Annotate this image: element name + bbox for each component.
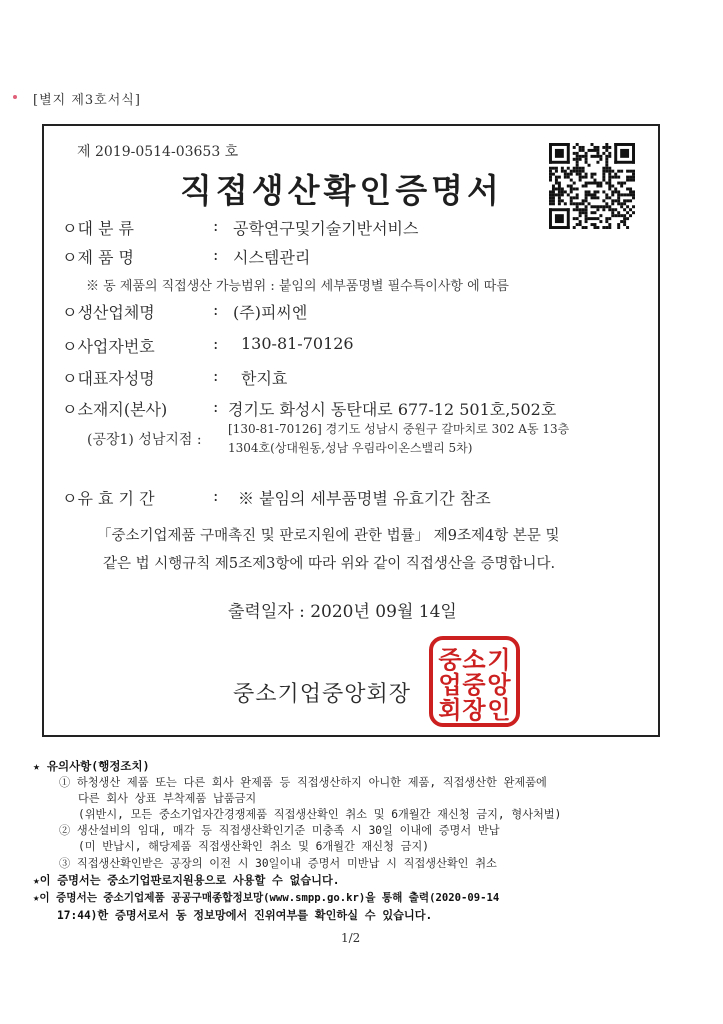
- field-sep: :: [213, 486, 219, 505]
- notice-bold: ★이 증명서는 중소기업판로지원용으로 사용할 수 없습니다.: [33, 874, 340, 887]
- form-tag: [별지 제3호서식]: [33, 93, 141, 108]
- svg-text:장: 장: [462, 696, 486, 724]
- notice-bold: ★이 증명서는 중소기업제품 공공구매종합정보망(www.smpp.go.kr)을 통해 출력(2020-09-14: [33, 892, 500, 904]
- note-item: ① 하청생산 제품 또는 다른 회사 완제품 등 직접생산하지 아니한 제품, 직접생산한 완제품에: [59, 776, 547, 789]
- svg-text:중: 중: [438, 646, 462, 674]
- field-value-validity: ※ 붙임의 세부품명별 유효기간 참조: [238, 489, 491, 508]
- field-value-address: 경기도 화성시 동탄대로 677-12 501호,502호: [228, 400, 557, 419]
- field-value-representative: 한지효: [241, 369, 288, 388]
- field-value-business-number: 130-81-70126: [241, 334, 354, 353]
- factory-address-line1: [130-81-70126] 경기도 성남시 중원구 갈마치로 302 A동 13층: [228, 422, 570, 436]
- field-sep: :: [213, 300, 219, 319]
- field-value-product: 시스템관리: [233, 248, 311, 267]
- field-sep: :: [213, 216, 219, 235]
- svg-text:인: 인: [487, 696, 511, 724]
- svg-text:회: 회: [438, 696, 462, 724]
- note-item: (위반시, 모든 중소기업자간경쟁제품 직접생산확인 취소 및 6개월간 재신청 금지, 형사처벌): [78, 808, 562, 821]
- svg-text:기: 기: [487, 646, 511, 674]
- svg-text:중: 중: [462, 671, 486, 699]
- field-label-validity: ㅇ유 효 기 간: [62, 489, 155, 508]
- issuer-name: 중소기업중앙회장: [233, 682, 412, 707]
- field-sep: :: [213, 366, 219, 385]
- mark-dot: [13, 95, 17, 99]
- page-number: 1/2: [341, 931, 361, 945]
- notice-bold: 17:44)한 증명서로서 동 정보망에서 진위여부를 확인하실 수 있습니다.: [57, 909, 433, 922]
- note-item: ② 생산설비의 임대, 매각 등 직접생산확인기준 미충족 시 30일 이내에 증명서 반납: [59, 824, 500, 837]
- field-label-category: ㅇ대 분 류: [62, 219, 134, 238]
- field-label-representative: ㅇ대표자성명: [62, 369, 155, 388]
- note-item: 다른 회사 상표 부착제품 납품금지: [78, 792, 257, 805]
- svg-text:소: 소: [462, 646, 486, 674]
- note-item: ③ 직접생산확인받은 공장의 이전 시 30일이내 증명서 미반납 시 직접생산확인 취소: [59, 857, 497, 870]
- issue-date: 출력일자 : 2020년 09월 14일: [228, 602, 457, 622]
- legal-text-line1: 「중소기업제품 구매촉진 및 판로지원에 관한 법률」 제9조제4항 본문 및: [97, 528, 560, 544]
- svg-text:앙: 앙: [487, 671, 511, 699]
- field-sep: :: [213, 397, 219, 416]
- svg-text:업: 업: [438, 671, 462, 699]
- field-label-business-number: ㅇ사업자번호: [62, 337, 155, 356]
- scope-note: ※ 동 제품의 직접생산 가능범위 : 붙임의 세부품명별 필수특이사항 에 따름: [86, 279, 509, 294]
- field-label-address: ㅇ소재지(본사): [62, 400, 168, 419]
- document-title: 직접생산확인증명서: [180, 171, 503, 210]
- factory-label: (공장1) 성남지점 :: [87, 432, 202, 448]
- certificate-number: 제 2019-0514-03653 호: [77, 144, 239, 160]
- official-seal-stamp: [428, 635, 521, 728]
- factory-address-line2: 1304호(상대원동,성남 우림라이온스밸리 5차): [228, 441, 473, 455]
- field-sep: :: [213, 334, 219, 353]
- legal-text-line2: 같은 법 시행규칙 제5조제3항에 따라 위와 같이 직접생산을 증명합니다.: [103, 556, 556, 572]
- notes-header: ★ 유의사항(행정조치): [33, 759, 150, 773]
- field-value-company: (주)피씨엔: [233, 303, 308, 322]
- field-value-category: 공학연구및기술기반서비스: [233, 219, 419, 238]
- qr-code: [549, 143, 635, 229]
- field-label-company: ㅇ생산업체명: [62, 303, 155, 322]
- field-sep: :: [213, 245, 219, 264]
- field-label-product: ㅇ제 품 명: [62, 248, 134, 267]
- note-item: (미 반납시, 해당제품 직접생산확인 취소 및 6개월간 재신청 금지): [78, 840, 430, 853]
